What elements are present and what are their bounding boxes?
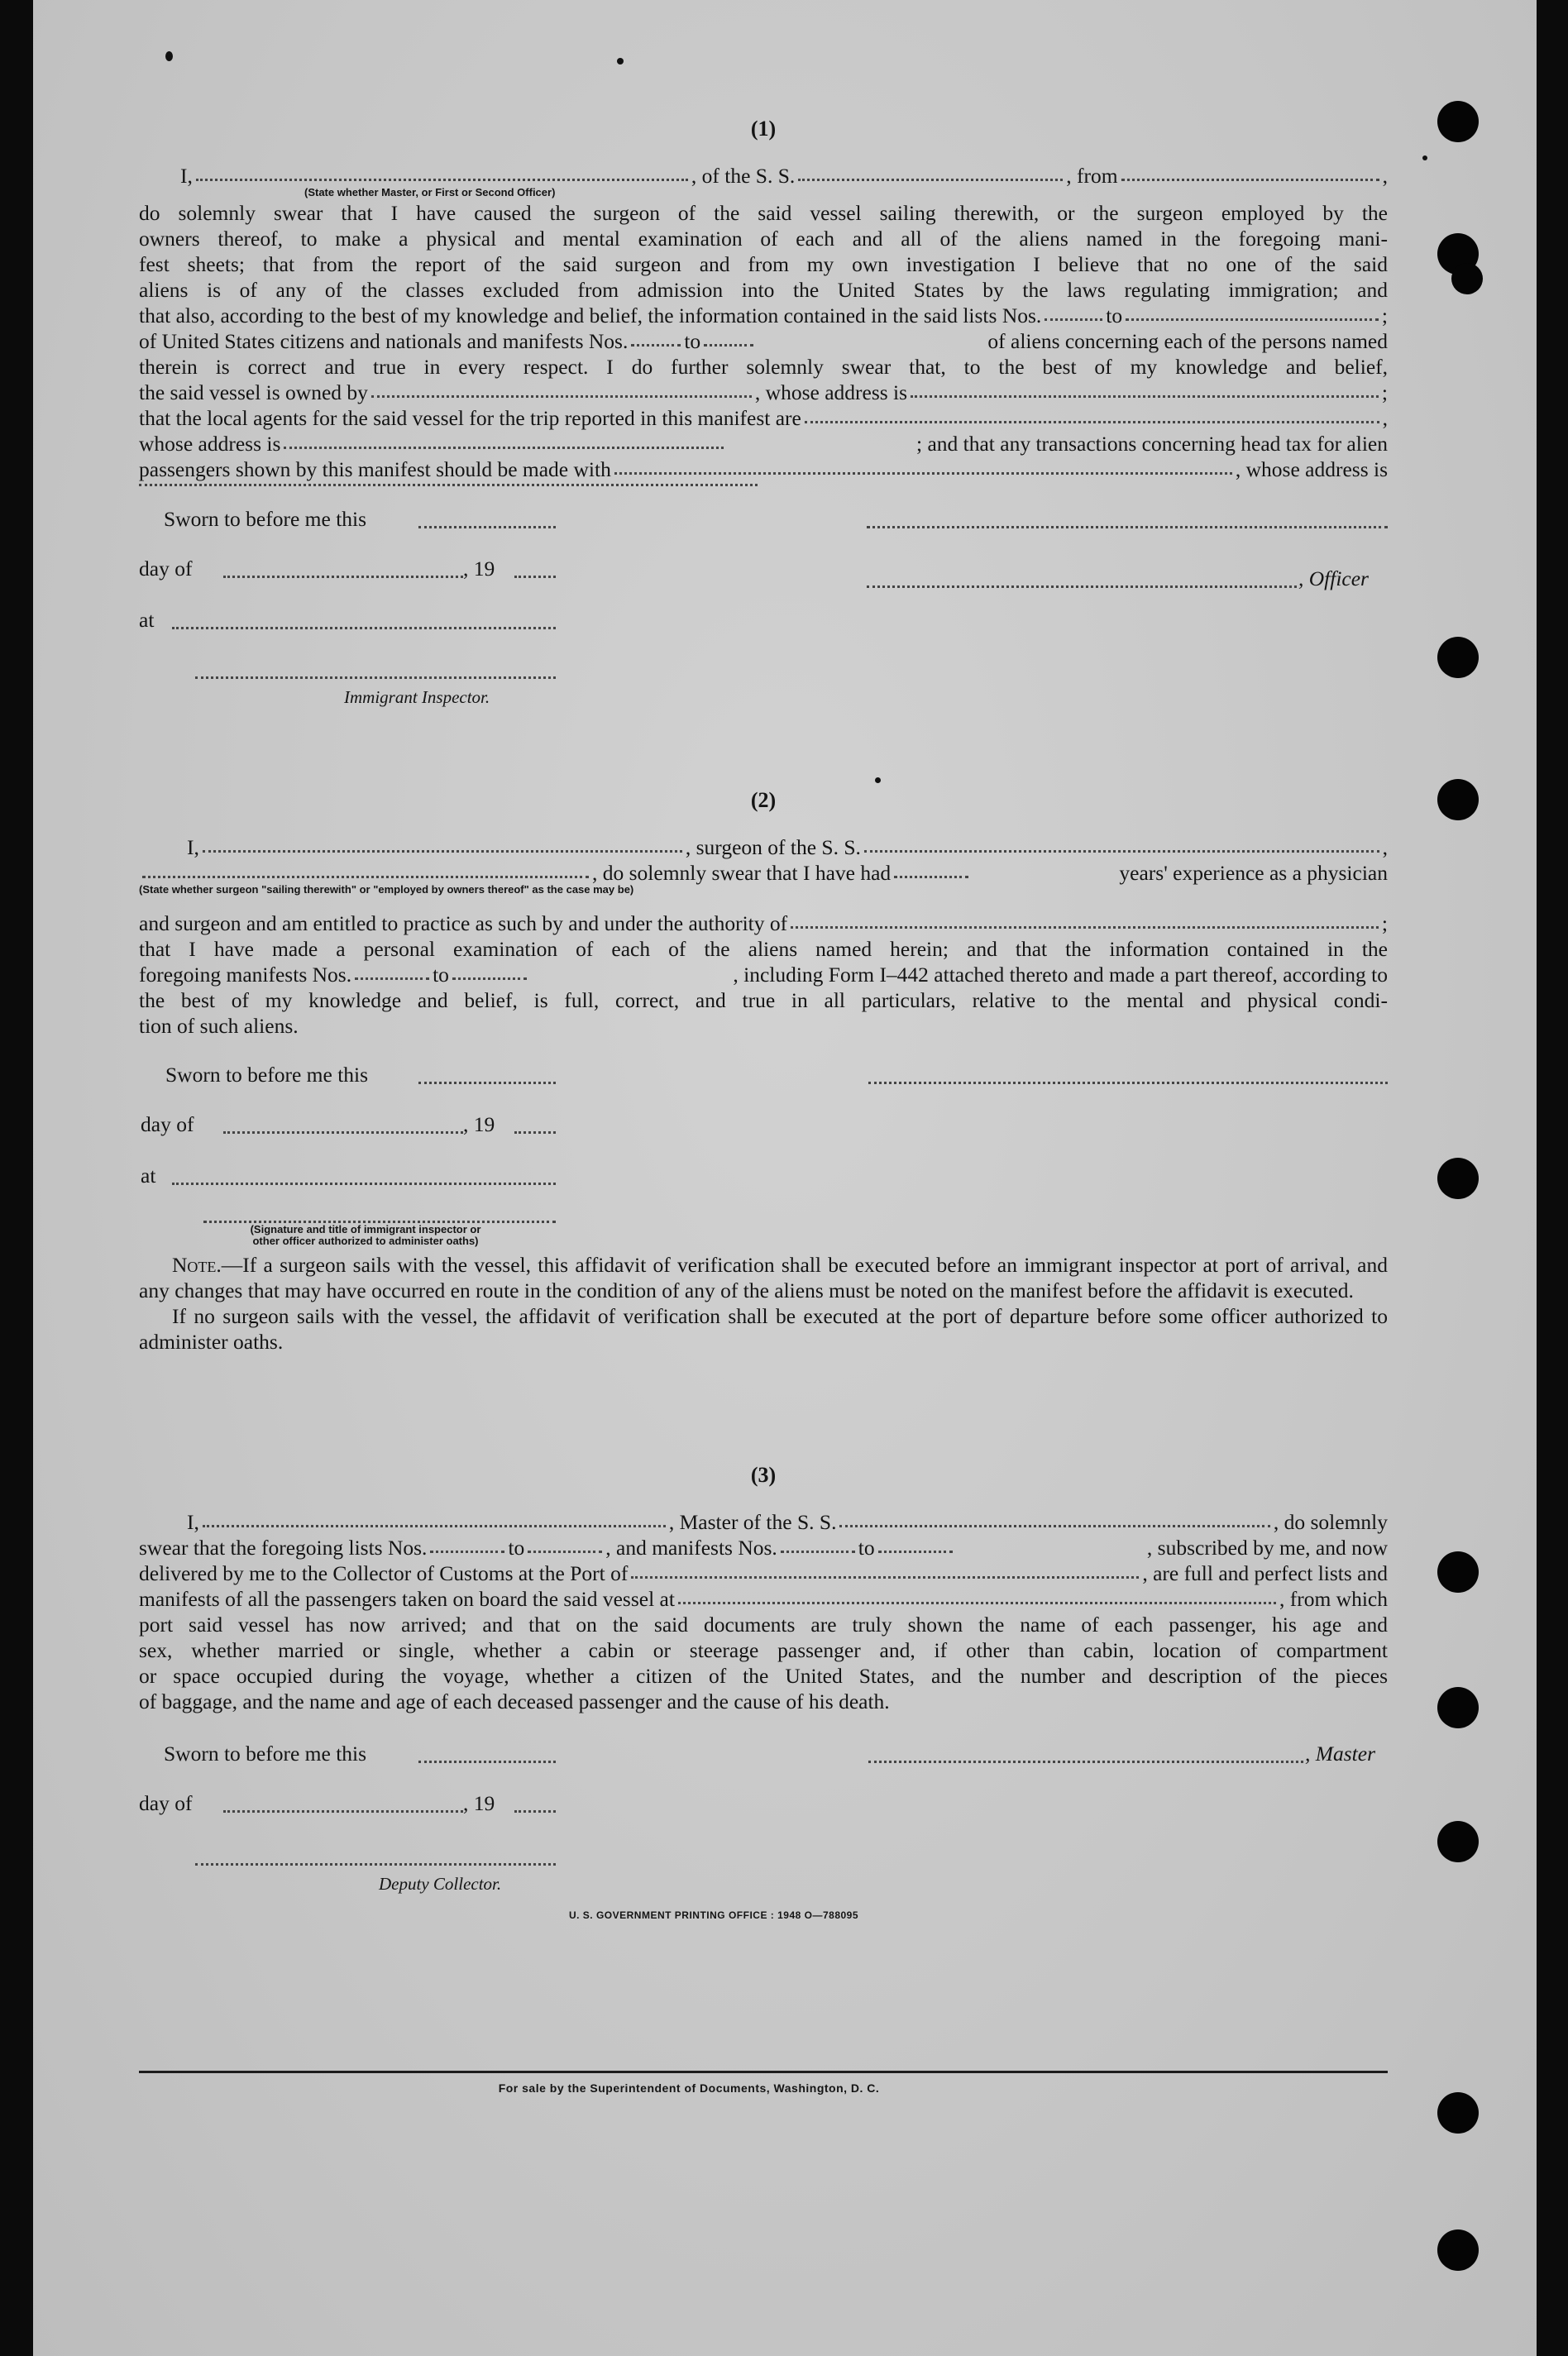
para-text: years' experience as a physician [1119, 861, 1388, 885]
surgeon-name-field[interactable] [203, 847, 682, 853]
printing-office-line: U. S. GOVERNMENT PRINTING OFFICE : 1948 O—788095 [568, 1909, 859, 1921]
manifests-to-field[interactable] [878, 1547, 953, 1553]
para-line: port said vessel has now arrived; and that on the said documents are truly shown the name of each passenger, his age and [139, 1613, 1388, 1637]
day-label: day of [139, 1791, 193, 1815]
para-text: , including Form I–442 attached thereto and made a part thereof, according to [733, 963, 1388, 987]
affidavit-section-2 [139, 787, 1388, 1355]
at-place-field[interactable] [172, 627, 556, 629]
para-line: of baggage, and the name and age of each deceased passenger and the cause of his death. [139, 1689, 890, 1713]
label-i: I, [187, 1510, 199, 1534]
para-line: or space occupied during the voyage, whether a citizen of the United States, and the number and description of the pieces [139, 1664, 1388, 1688]
officer-name-field[interactable] [196, 175, 688, 181]
binder-hole [1437, 637, 1479, 678]
collector-signature-field[interactable] [195, 1863, 556, 1866]
manifests-from-field[interactable] [631, 341, 681, 346]
note-label: Note. [172, 1253, 222, 1277]
para-text: , whose address is [754, 380, 908, 404]
customs-port-field[interactable] [631, 1573, 1139, 1579]
master-signature-field[interactable] [868, 1761, 1303, 1763]
binder-hole [1437, 2092, 1479, 2134]
para-text: to [684, 329, 701, 353]
year-label: , 19 [463, 557, 495, 581]
para-text: , subscribed by me, and now [1146, 1536, 1388, 1560]
para-text: ; [1381, 911, 1388, 935]
sworn-label: Sworn to before me this [164, 1742, 367, 1766]
headtax-row [139, 456, 1388, 482]
sworn-label: Sworn to before me this [165, 1063, 369, 1087]
year-field[interactable] [514, 576, 556, 578]
para-line: tion of such aliens. [139, 1014, 299, 1038]
agents-address-row [139, 431, 1388, 456]
section3-row2 [139, 1535, 1388, 1560]
inspector-signature-field[interactable] [195, 676, 556, 679]
binder-hole [1437, 1158, 1479, 1199]
year-field[interactable] [514, 1131, 556, 1134]
para-text: delivered by me to the Collector of Customs at the Port of [139, 1561, 629, 1585]
affidavit-section-1 [139, 116, 1388, 705]
para-text: ; [1381, 380, 1388, 404]
inspector-hint-line2: other officer authorized to administer oaths) [252, 1235, 479, 1247]
day-month-field[interactable] [223, 1131, 463, 1134]
authority-row [139, 910, 1388, 936]
lists-from-field[interactable] [1045, 315, 1102, 321]
para-text: of United States citizens and nationals and manifests Nos. [139, 329, 629, 353]
para-line: sex, whether married or single, whether a cabin or steerage passenger and, if other than cabin, location of compartment [139, 1638, 1388, 1662]
vessel-name-field[interactable] [864, 847, 1379, 853]
para-line: the best of my knowledge and belief, is full, correct, and true in all particulars, relative to the mental and physical condi- [139, 988, 1388, 1012]
section2-row2 [139, 860, 1388, 886]
year-label: , 19 [463, 1791, 495, 1815]
para-text: to [433, 963, 449, 987]
para-text: , are full and perfect lists and [1142, 1561, 1388, 1585]
binder-hole [1437, 779, 1479, 820]
inspector-label: Immigrant Inspector. [344, 687, 490, 707]
manifests-row [139, 328, 1388, 354]
manifests-from-field[interactable] [355, 974, 429, 980]
lists-to-field[interactable] [1126, 315, 1379, 321]
label-comma: , [1382, 835, 1388, 859]
section-number: (2) [750, 788, 777, 812]
section1-signatures [139, 506, 1388, 705]
lists-row [139, 303, 1388, 328]
surgeon-hint: (State whether surgeon "sailing therewith" or "employed by owners thereof" as the case may be) [139, 883, 634, 896]
vessel-name-field[interactable] [798, 175, 1063, 181]
day-label: day of [141, 1112, 194, 1136]
owner-field[interactable] [371, 392, 752, 398]
label-of-ss: , of the S. S. [691, 164, 796, 188]
para-text: ; [1381, 303, 1388, 327]
boarding-port-field[interactable] [678, 1599, 1276, 1604]
binder-hole [1437, 101, 1479, 142]
form-sheet [33, 0, 1537, 2356]
authority-field[interactable] [791, 923, 1379, 929]
lists-to-field[interactable] [528, 1547, 602, 1553]
surgeon-status-field[interactable] [142, 872, 589, 878]
para-text: that the local agents for the said vessel for the trip reported in this manifest are [139, 406, 801, 430]
ink-speck [617, 58, 624, 65]
at-label: at [139, 608, 155, 632]
agents-field[interactable] [805, 418, 1379, 423]
inspector-hint-line1: (Signature and title of immigrant inspector or [250, 1223, 481, 1235]
para-text: , [1382, 406, 1388, 430]
para-line: aliens is of any of the classes excluded from admission into the United States by the laws regulating immigration; and [139, 278, 1388, 302]
headtax-address-field[interactable] [139, 480, 758, 486]
para-line: fest sheets; that from the report of the said surgeon and from my own investigation I believe that no one of the said [139, 252, 1388, 276]
form-content [139, 116, 1388, 2095]
section-number: (1) [750, 117, 777, 141]
from-port-field[interactable] [1121, 175, 1379, 181]
officer-label: , Officer [1298, 566, 1369, 590]
para-text: of aliens concerning each of the persons named [987, 329, 1388, 353]
surgeon-signature-field[interactable] [868, 1082, 1388, 1084]
para-line: that I have made a personal examination of each of the aliens named herein; and that the information contained in the [139, 937, 1388, 961]
inspector-hint [208, 1224, 523, 1247]
binder-hole [1437, 1687, 1479, 1728]
years-experience-field[interactable] [894, 872, 968, 878]
manifests-to-field[interactable] [704, 341, 753, 346]
officer-signature-field[interactable] [867, 526, 1388, 528]
lists-from-field[interactable] [430, 1547, 504, 1553]
section3-row1 [139, 1509, 1388, 1535]
para-text: manifests of all the passengers taken on board the said vessel at [139, 1587, 675, 1611]
note-paragraph-2: If no surgeon sails with the vessel, the affidavit of verification shall be executed at the port of departure before some officer authorized to administer oaths. [139, 1304, 1388, 1354]
collector-label: Deputy Collector. [379, 1874, 502, 1894]
section3-row4 [139, 1586, 1388, 1612]
binder-hole [1437, 1551, 1479, 1593]
para-text: and surgeon and am entitled to practice as such by and under the authority of [139, 911, 788, 935]
sworn-day-field[interactable] [418, 1082, 556, 1084]
officer-hint: (State whether Master, or First or Second Officer) [304, 186, 556, 198]
agents-row [139, 405, 1388, 431]
master-label: , Master [1305, 1742, 1375, 1766]
section-number: (3) [750, 1463, 777, 1487]
day-month-field[interactable] [223, 576, 463, 578]
para-text: , whose address is [1235, 457, 1388, 481]
owner-row [139, 380, 1388, 405]
section3-signatures [139, 1741, 1388, 1898]
affidavit-section-3 [139, 1462, 1388, 1928]
label-from: , from [1066, 164, 1118, 188]
label-surgeon-of-ss: , surgeon of the S. S. [685, 835, 861, 859]
section2-row1 [139, 834, 1388, 860]
label-i: I, [187, 835, 199, 859]
manifests-row [139, 962, 1388, 987]
manifests-to-field[interactable] [452, 974, 527, 980]
para-text: to [1106, 303, 1123, 327]
para-text: , from which [1279, 1587, 1388, 1611]
label-comma: , [1382, 164, 1388, 188]
para-text: foregoing manifests Nos. [139, 963, 352, 987]
officer-title-field[interactable] [867, 585, 1297, 588]
master-name-field[interactable] [203, 1522, 666, 1527]
para-text: , do solemnly [1273, 1510, 1388, 1534]
owner-address-field[interactable] [911, 392, 1379, 398]
para-text: to [858, 1536, 875, 1560]
day-month-field[interactable] [223, 1810, 463, 1813]
manifests-from-field[interactable] [781, 1547, 855, 1553]
vessel-name-field[interactable] [839, 1522, 1269, 1527]
day-label: day of [139, 557, 193, 581]
para-text: passengers shown by this manifest should be made with [139, 457, 611, 481]
year-field[interactable] [514, 1810, 556, 1813]
para-text: to [508, 1536, 525, 1560]
binder-hole [1437, 1821, 1479, 1862]
label-master-of-ss: , Master of the S. S. [668, 1510, 837, 1534]
note-text: —If a surgeon sails with the vessel, this affidavit of verification shall be executed before an immigrant inspector at port of arrival, and any changes that may have occurred en route in the condition of any of the aliens must be noted on the manifest before the affidavit is executed. [139, 1253, 1388, 1302]
sworn-day-field[interactable] [418, 1761, 556, 1763]
agents-address-field[interactable] [284, 443, 724, 449]
at-place-field[interactable] [172, 1183, 556, 1185]
para-text: the said vessel is owned by [139, 380, 368, 404]
section3-row3 [139, 1560, 1388, 1586]
section1-paragraph [139, 200, 1388, 488]
note-block [139, 1252, 1388, 1355]
footer-rule [139, 2071, 1388, 2073]
para-text: , do solemnly swear that I have had [592, 861, 892, 885]
at-label: at [141, 1164, 156, 1188]
section2-signatures [139, 1062, 1388, 1247]
para-text: ; and that any transactions concerning head tax for alien [916, 432, 1388, 456]
note-paragraph [139, 1252, 1388, 1303]
headtax-address-row [139, 482, 1388, 488]
para-text: swear that the foregoing lists Nos. [139, 1536, 428, 1560]
para-text: , and manifests Nos. [605, 1536, 777, 1560]
para-line: owners thereof, to make a physical and mental examination of each and all of the aliens named in the foregoing mani- [139, 227, 1388, 251]
binder-hole [1437, 2229, 1479, 2271]
binder-hole [1451, 263, 1483, 294]
year-label: , 19 [463, 1112, 495, 1136]
sworn-day-field[interactable] [418, 526, 556, 528]
sworn-label: Sworn to before me this [164, 507, 367, 531]
ink-speck [165, 51, 173, 61]
sale-notice: For sale by the Superintendent of Documents, Washington, D. C. [498, 2081, 880, 2095]
para-text: whose address is [139, 432, 281, 456]
ink-speck [1422, 155, 1427, 160]
para-text: that also, according to the best of my knowledge and belief, the information contained in the said lists Nos. [139, 303, 1042, 327]
label-i: I, [180, 164, 193, 188]
para-line: therein is correct and true in every respect. I do further solemnly swear that, to the best of my knowledge and belief, [139, 355, 1388, 379]
para-line: do solemnly swear that I have caused the surgeon of the said vessel sailing therewith, or the surgeon employed by the [139, 201, 1388, 225]
headtax-party-field[interactable] [614, 469, 1232, 475]
section1-row1 [139, 163, 1388, 189]
